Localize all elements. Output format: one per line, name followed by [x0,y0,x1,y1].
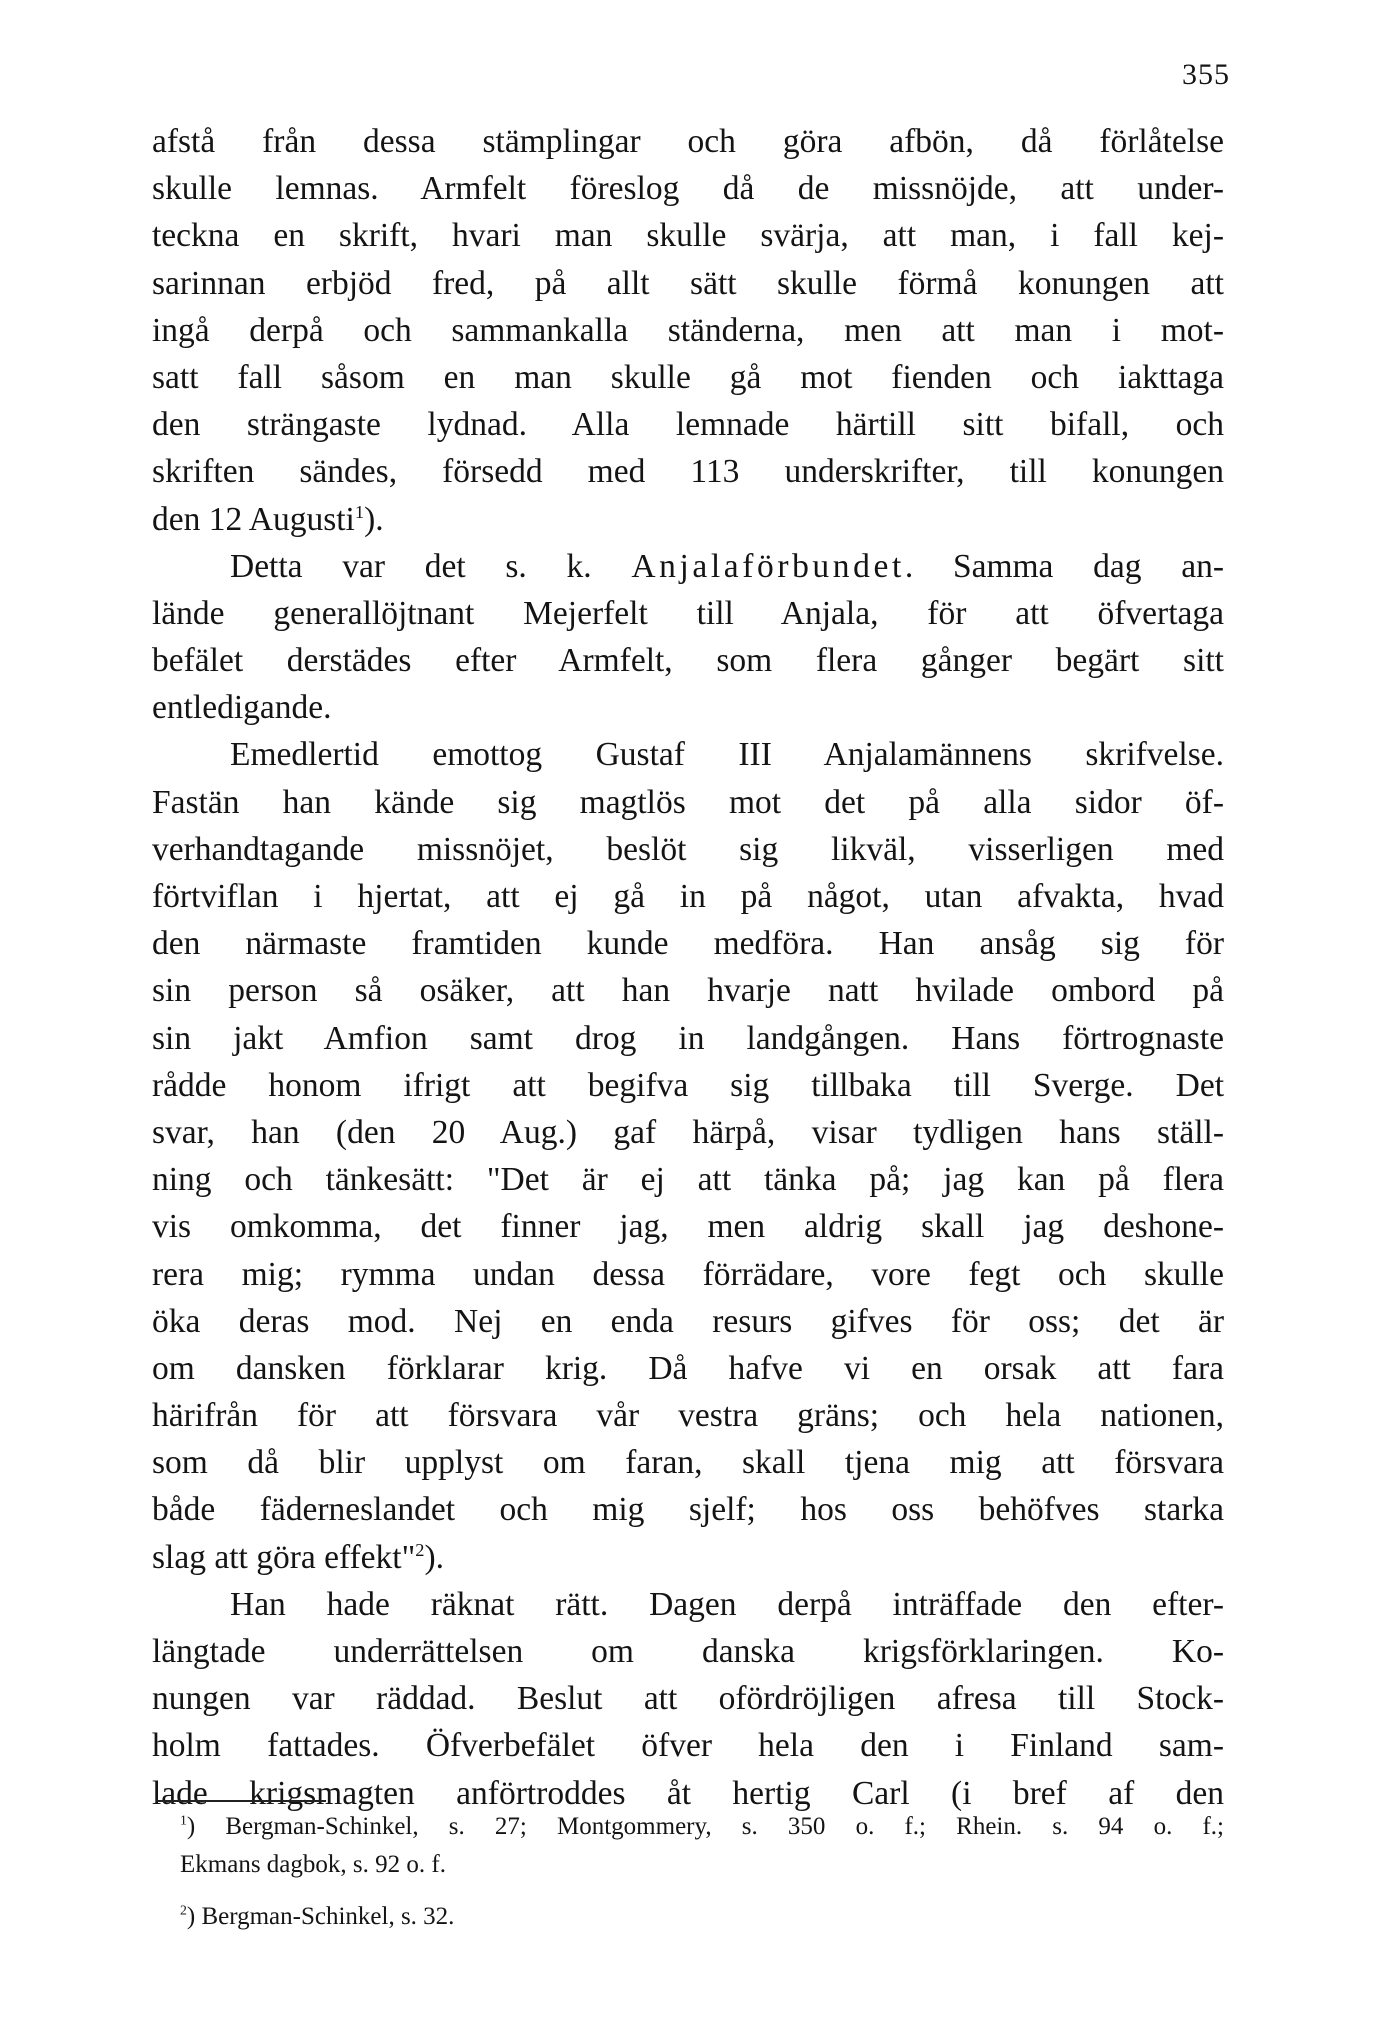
text-segment: teckna en skrift, hvari man skulle svärja, att man, i fall kej- [152,217,1224,255]
text-segment: sin person så osäker, att han hvarje natt hvilade ombord på [152,972,1224,1010]
text-line [152,1156,1224,1203]
spaced-term: Anjalaförbundet [631,547,905,585]
text-segment: Emedlertid emottog Gustaf III Anjalamännens skrifvelse. [230,736,1224,774]
text-segment: Han hade räknat rätt. Dagen derpå inträffade den efter- [230,1585,1224,1623]
text-line [152,637,1224,684]
text-segment: öka deras mod. Nej en enda resurs gifves för oss; det är [152,1302,1224,1340]
text-line [152,826,1224,873]
text-segment: nungen var räddad. Beslut att ofördröjligen afresa till Stock- [152,1680,1224,1718]
text-line [152,967,1224,1014]
text-line [152,1298,1224,1345]
text-line [152,1062,1224,1109]
text-segment: rera mig; rymma undan dessa förrädare, vore fegt och skulle [152,1255,1224,1293]
footnote-reference: 1 [354,501,365,522]
footnote-divider [156,1800,326,1802]
text-segment: som då blir upplyst om faran, skall tjena mig att försvara [152,1444,1224,1482]
text-line [152,1345,1224,1392]
text-line [152,1675,1224,1722]
text-line [152,165,1224,212]
body-text [152,118,1224,1817]
text-line [152,212,1224,259]
text-line [152,1251,1224,1298]
text-segment: lade krigsmagten anförtroddes åt hertig Carl (i bref af den [152,1774,1224,1812]
text-segment: entledigande. [152,689,332,727]
text-line [152,448,1224,495]
text-segment: . Samma dag an- [904,547,1224,585]
text-line [152,401,1224,448]
text-line [152,496,1224,543]
text-segment: slag att göra effekt" [152,1538,416,1576]
footnote-1: $^1$) Bergman-Schinkel, s. 27; Montgommery, s. 350 o. f.; Rhein. s. 94 o. f.; [180,1812,1224,1840]
text-line [152,1015,1224,1062]
text-line [152,1628,1224,1675]
text-segment: Fastän han kände sig magtlös mot det på alla sidor öf- [152,783,1224,821]
text-line [152,307,1224,354]
text-segment: skulle lemnas. Armfelt föreslog då de missnöjde, att under- [152,170,1224,208]
text-line [152,873,1224,920]
text-segment: ). [424,1538,445,1576]
text-segment: sin jakt Amfion samt drog in landgången. Hans förtrognaste [152,1019,1224,1057]
text-segment: ingå derpå och sammankalla ständerna, men att man i mot- [152,311,1224,349]
text-segment: vis omkomma, det finner jag, men aldrig skall jag deshone- [152,1208,1224,1246]
text-line [152,1486,1224,1533]
text-line [152,354,1224,401]
footnote-text: Bergman-Schinkel, s. 32. [201,1903,455,1930]
text-segment: den närmaste framtiden kunde medföra. Han ansåg sig för [152,925,1224,963]
text-line [152,779,1224,826]
footnote-marker: 1 [180,1812,187,1828]
text-segment: Detta var det s. k. [230,547,632,585]
text-segment: rådde honom ifrigt att begifva sig tillbaka till Sverge. Det [152,1066,1224,1104]
text-segment: både fäderneslandet och mig sjelf; hos oss behöfves starka [152,1491,1224,1529]
text-line [152,920,1224,967]
footnote-1-continuation: Ekmans dagbok, s. 92 o. f. [180,1851,446,1878]
text-line [152,731,1224,778]
footnote-marker: 2 [180,1902,187,1918]
text-line [152,118,1224,165]
text-segment: befälet derstädes efter Armfelt, som flera gånger begärt sitt [152,642,1224,680]
text-segment: förtviflan i hjertat, att ej gå in på något, utan afvakta, hvad [152,878,1224,915]
text-segment: afstå från dessa stämplingar och göra afbön, då förlåtelse [152,123,1224,160]
text-line [152,1534,1224,1581]
text-segment: satt fall såsom en man skulle gå mot fienden och iakttaga [152,358,1224,396]
text-segment: längtade underrättelsen om danska krigsförklaringen. Ko- [152,1633,1224,1670]
text-segment: svar, han (den 20 Aug.) gaf härpå, visar tydligen hans ställ- [152,1113,1224,1151]
text-segment: lände generallöjtnant Mejerfelt till Anjala, för att öfvertaga [152,594,1224,632]
text-segment: den 12 Augusti [152,500,355,538]
text-line [152,684,1224,731]
footnote-text: Bergman-Schinkel, s. 27; Montgommery, s. 350 o. f.; Rhein. s. 94 o. f.; [225,1813,1224,1840]
text-segment: ning och tänkesätt: "Det är ej att tänka på; jag kan på flera [152,1161,1224,1199]
text-line [152,1581,1224,1628]
text-line [152,1203,1224,1250]
text-line [152,260,1224,307]
footnote-reference: 2 [415,1539,425,1560]
text-segment: ). [364,500,384,538]
text-line [152,1439,1224,1486]
text-segment: den strängaste lydnad. Alla lemnade härtill sitt bifall, och [152,406,1224,444]
text-segment: sarinnan erbjöd fred, på allt sätt skulle förmå konungen att [152,264,1224,302]
text-segment: om dansken förklarar krig. Då hafve vi en orsak att fara [152,1349,1224,1387]
text-segment: härifrån för att försvara vår vestra gräns; och hela nationen, [152,1397,1224,1435]
text-line [152,1392,1224,1439]
text-line [152,1722,1224,1769]
text-segment: verhandtagande missnöjet, beslöt sig likväl, visserligen med [152,830,1224,868]
text-segment: holm fattades. Öfverbefälet öfver hela den i Finland sam- [152,1727,1224,1765]
page-number: 355 [1182,58,1230,91]
text-line [152,543,1224,590]
text-line [152,1109,1224,1156]
text-line [152,590,1224,637]
footnote-2: $^2$) Bergman-Schinkel, s. 32. [180,1902,455,1930]
footnotes [180,1808,1224,1936]
text-segment: skriften sändes, försedd med 113 underskrifter, till konungen [152,453,1224,491]
